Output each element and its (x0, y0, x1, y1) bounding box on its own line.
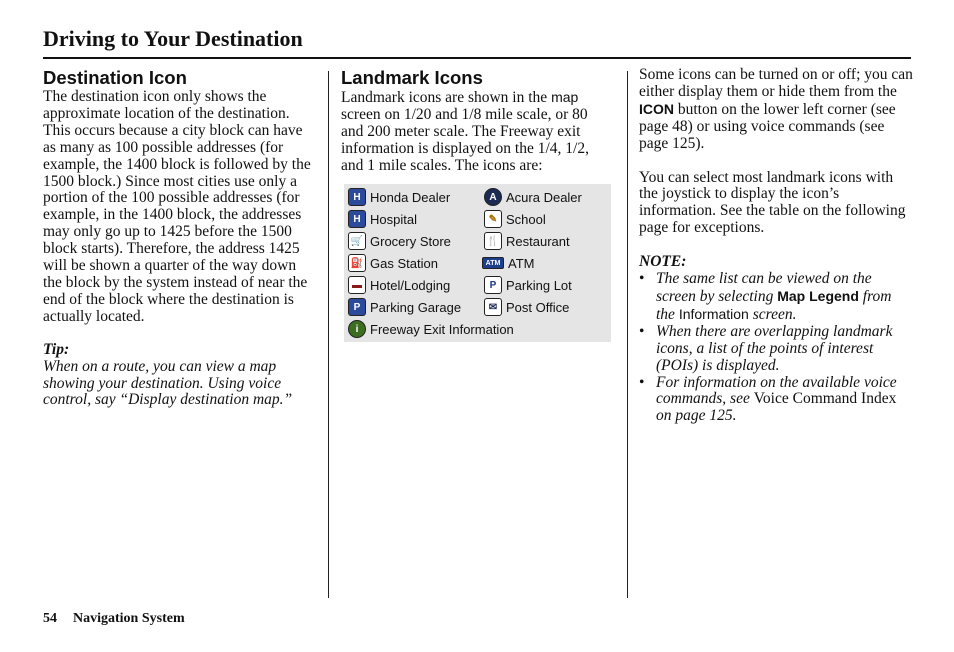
legend-item-acura-dealer (484, 187, 582, 207)
icon-button-label: ICON (639, 100, 674, 117)
note3-text-c: on page 125. (656, 407, 737, 425)
legend-item-grocery-store (348, 231, 451, 251)
legend-label: Parking Lot (506, 277, 572, 293)
map-legend-label: Map Legend (777, 287, 859, 304)
destination-icon-body: The destination icon only shows the approximate location of the destination. This occurs because a city block can have as many as 100 possible addresses (for example, the 1400 block is followed by the 1500 block.) Since most cities use only a portion of the 100 possible addresses (for example, in the 1400 block, the addresses may only go up to 1425 before the 1500 block starts). Therefore, the address 1425 will be shown a quarter of the way down the block by the system instead of near the end of the block where the destination is actually located. (43, 88, 311, 325)
column-divider-1 (328, 71, 329, 598)
p1-text-b: button on the lower left corner (see page 48) or using voice commands (see page 125). (639, 100, 896, 152)
page-footer (43, 611, 201, 627)
legend-item-parking-garage (348, 297, 461, 317)
legend-label: Grocery Store (370, 233, 451, 249)
legend-item-hotel-lodging (348, 275, 450, 295)
legend-item-post-office (484, 297, 569, 317)
tip-label: Tip: (43, 340, 70, 358)
footer-label: Navigation System (73, 611, 185, 626)
legend-label: School (506, 211, 546, 227)
legend-item-school (484, 209, 546, 229)
acura-dealer-icon: A (484, 188, 502, 206)
legend-item-restaurant (484, 231, 570, 251)
legend-label: Post Office (506, 299, 570, 315)
landmark-icons-heading: Landmark Icons (341, 67, 483, 88)
bed-icon: ▬ (348, 276, 366, 294)
note-label: NOTE: (639, 253, 687, 271)
page-title: Driving to Your Destination (43, 26, 303, 51)
legend-label: Honda Dealer (370, 189, 451, 205)
legend-item-atm (482, 253, 534, 273)
legend-item-honda-dealer (348, 187, 450, 207)
parking-garage-icon: P (348, 298, 366, 316)
honda-dealer-icon: H (348, 188, 366, 206)
intro-text-a: Landmark icons are shown in the (341, 89, 552, 106)
mailbox-icon: ✉ (484, 298, 502, 316)
note-list (639, 271, 914, 425)
landmark-icons-intro (341, 89, 613, 175)
page-number: 54 (43, 611, 57, 626)
column-icon-options (639, 67, 914, 425)
legend-item-parking-lot (484, 275, 572, 295)
title-rule (43, 57, 911, 59)
legend-item-hospital (348, 209, 417, 229)
legend-item-gas-station (348, 253, 438, 273)
restaurant-icon: 🍴 (484, 232, 502, 250)
destination-icon-heading: Destination Icon (43, 67, 187, 88)
icon-toggle-paragraph (639, 67, 914, 153)
legend-label: Parking Garage (370, 299, 462, 315)
legend-label: Acura Dealer (506, 189, 582, 205)
information-screen-label: Information (678, 305, 749, 322)
note-item (639, 271, 914, 324)
note1-text-e: screen. (748, 305, 797, 323)
note-item: • When there are overlapping landmark icons, a list of the points of interest (POIs) is displayed. (639, 324, 914, 375)
legend-label: Hospital (370, 211, 417, 227)
p1-text-a: Some icons can be turned on or off; you can either display them or hide them from the (639, 66, 913, 100)
voice-command-index-label: Voice Command Index (753, 390, 897, 408)
joystick-paragraph: You can select most landmark icons with the joystick to display the icon’s information. See the table on the following page for exceptions. (639, 168, 906, 237)
tip-text: When on a route, you can view a map showing your destination. Using voice control, say “Display destination map.” (43, 357, 293, 409)
column-landmark-icons (341, 67, 613, 175)
note-item (639, 375, 914, 426)
hospital-icon: H (348, 210, 366, 228)
parking-lot-icon: P (484, 276, 502, 294)
info-icon: i (348, 320, 366, 338)
legend-label: Gas Station (370, 255, 438, 271)
map-screen-label: map (551, 89, 579, 105)
legend-item-freeway-exit-information (348, 319, 514, 339)
school-icon: ✎ (484, 210, 502, 228)
note1-text-c: from the (656, 287, 892, 323)
atm-icon: ATM (482, 257, 504, 269)
note1-text-a: The same list can be viewed on the screen by selecting (656, 270, 872, 305)
gas-station-icon: ⛽ (348, 254, 366, 272)
legend-label: Freeway Exit Information (370, 321, 514, 337)
legend-label: Hotel/Lodging (370, 277, 451, 293)
intro-text-b: screen on 1/20 and 1/8 mile scale, or 80 and 200 meter scale. The Freeway exit information is displayed on the 1/4, 1/2, and 1 mile scales. The icons are: (341, 105, 589, 174)
note3-text-a: For information on the available voice commands, see (656, 373, 897, 408)
column-divider-2 (627, 71, 628, 598)
landmark-icon-legend (344, 184, 611, 342)
legend-label: Restaurant (506, 233, 570, 249)
grocery-cart-icon: 🛒 (348, 232, 366, 250)
legend-label: ATM (508, 255, 535, 271)
column-destination-icon (43, 67, 318, 409)
